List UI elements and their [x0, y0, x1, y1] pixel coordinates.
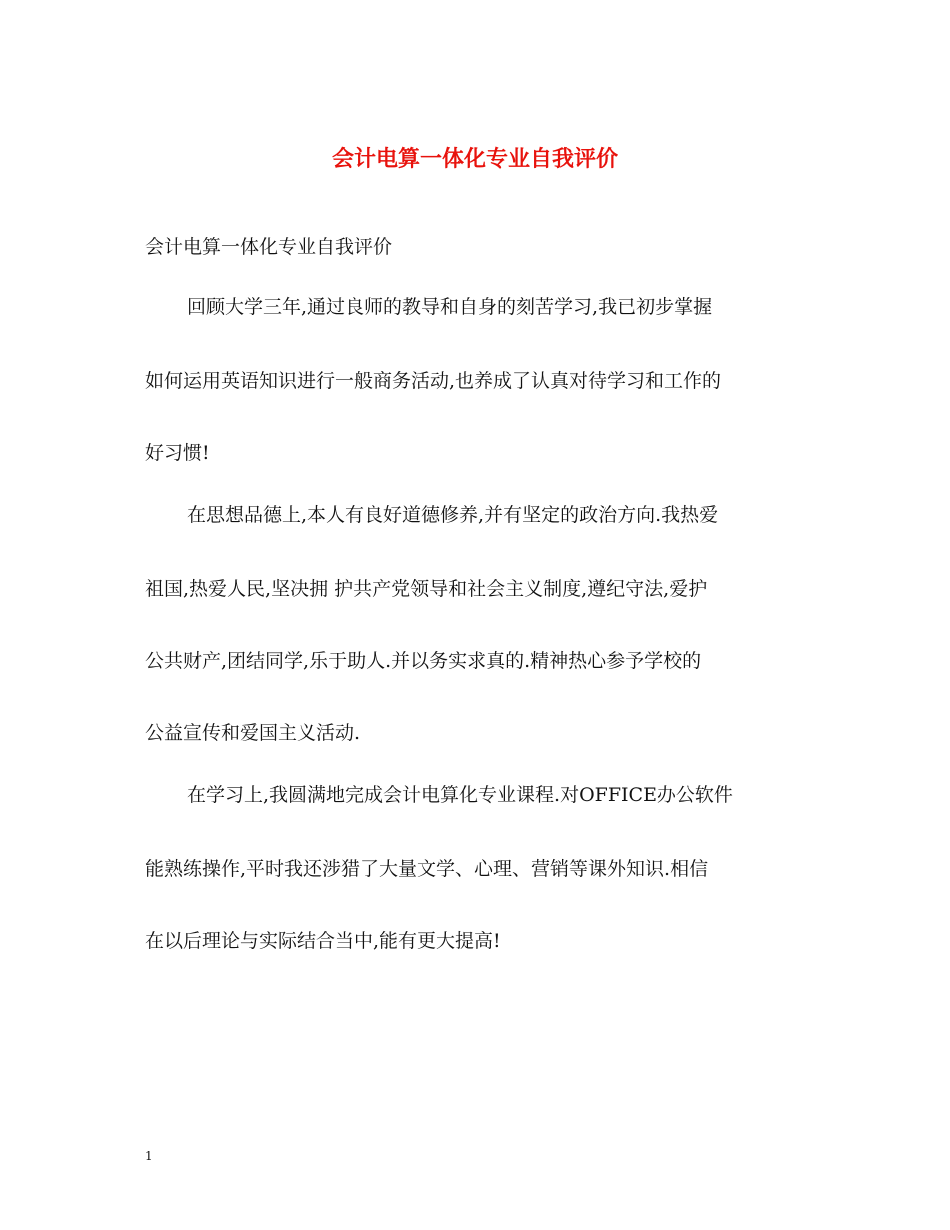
- paragraph-line: 公共财产,团结同学,乐于助人.并以务实求真的.精神热心参予学校的: [145, 650, 702, 672]
- paragraph-line: 在以后理论与实际结合当中,能有更大提高!: [145, 930, 501, 952]
- document-subtitle: 会计电算一体化专业自我评价: [145, 236, 393, 258]
- paragraph-line: 在思想品德上,本人有良好道德修养,并有坚定的政治方向.我热爱: [187, 504, 719, 526]
- paragraph-line: 能熟练操作,平时我还涉猎了大量文学、心理、营销等课外知识.相信: [145, 858, 709, 880]
- paragraph-line: 回顾大学三年,通过良师的教导和自身的刻苦学习,我已初步掌握: [187, 296, 713, 318]
- paragraph-line: 在学习上,我圆满地完成会计电算化专业课程.对OFFICE办公软件: [187, 784, 733, 806]
- document-title: 会计电算一体化专业自我评价: [331, 146, 618, 172]
- paragraph-line: 好习惯!: [145, 442, 210, 464]
- page-number: 1: [145, 1149, 153, 1163]
- paragraph-line: 祖国,热爱人民,坚决拥 护共产党领导和社会主义制度,遵纪守法,爱护: [145, 578, 708, 600]
- paragraph-line: 公益宣传和爱国主义活动.: [145, 722, 361, 744]
- paragraph-line: 如何运用英语知识进行一般商务活动,也养成了认真对待学习和工作的: [145, 370, 722, 392]
